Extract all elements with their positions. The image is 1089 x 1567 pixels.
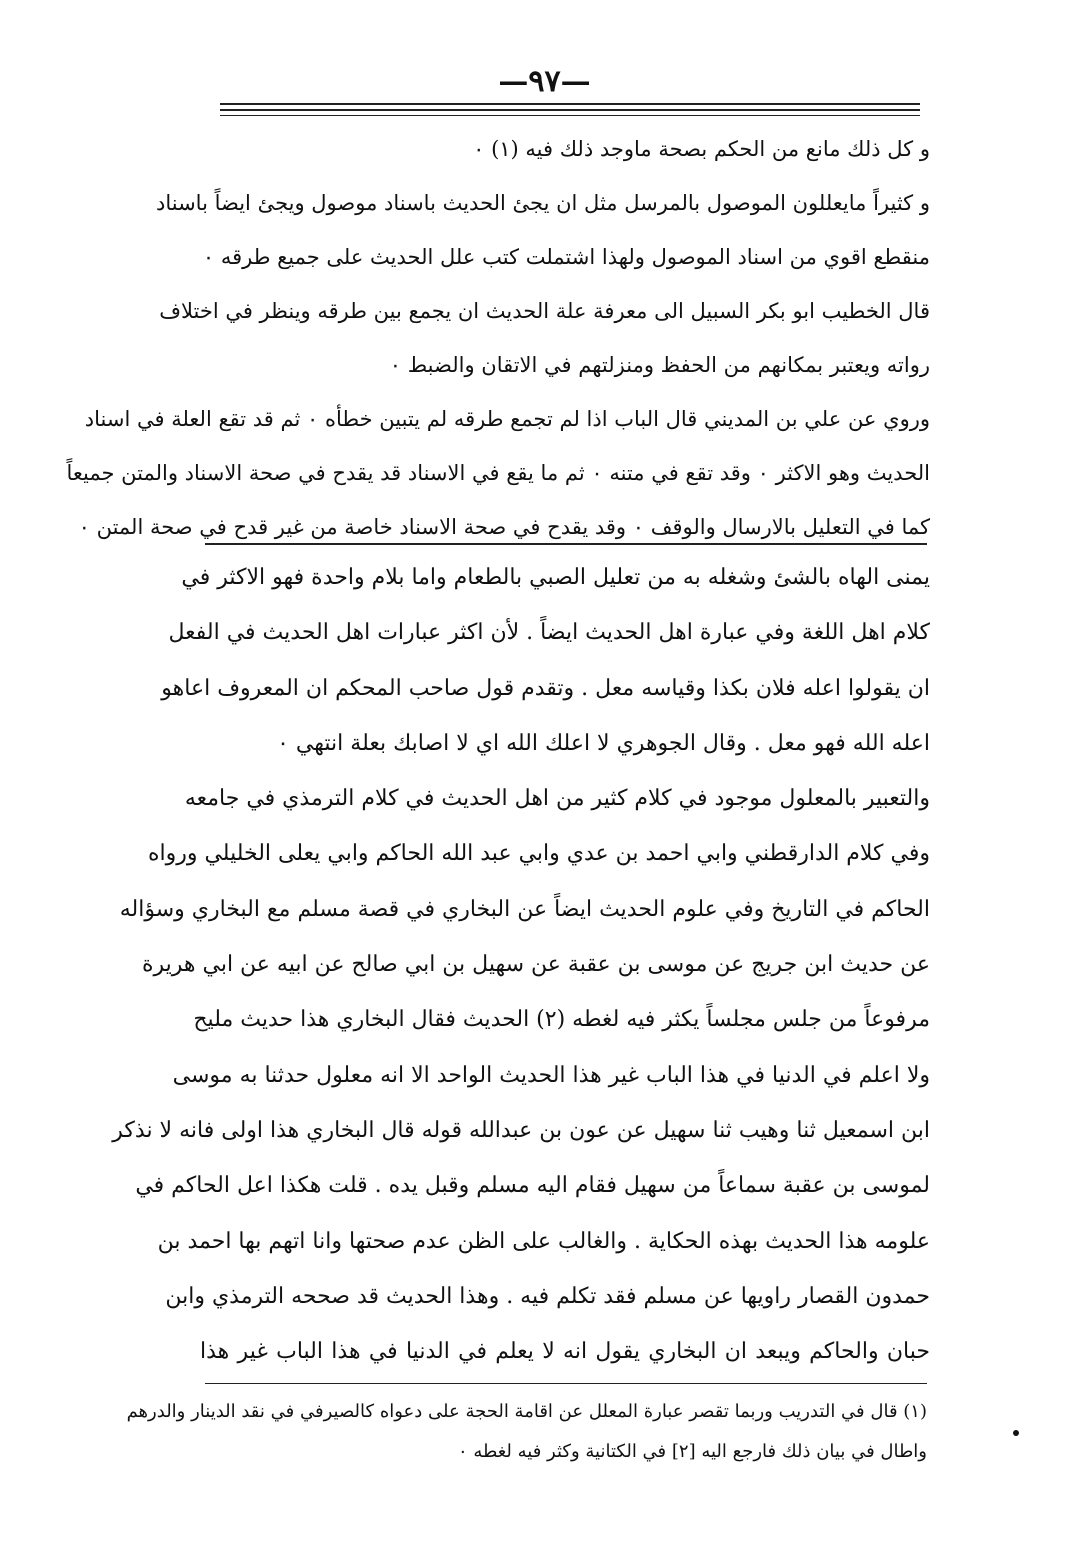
text-line: علومه هذا الحديث بهذه الحكاية . والغالب على الظن عدم صحتها وانا اتهم بها احمد بن — [157, 1228, 930, 1254]
text-line: اعله الله فهو معل . وقال الجوهري لا اعلك الله اي لا اصابك بعلة انتهي ٠ — [277, 730, 930, 756]
text-line: وفي كلام الدارقطني وابي احمد بن عدي وابي عبد الله الحاكم وابي يعلى الخليلي ورواه — [147, 841, 930, 867]
text-line: حمدون القصار راويها عن مسلم فقد تكلم فيه . وهذا الحديث قد صححه الترمذي وابن — [165, 1283, 930, 1309]
text-line: ابن اسمعيل ثنا وهيب ثنا سهيل عن عون بن عبدالله قوله قال البخاري هذا اولى فانه لا نذكر — [112, 1117, 930, 1143]
text-line: منقطع اقوي من اسناد الموصول ولهذا اشتملت كتب علل الحديث على جميع طرقه ٠ — [202, 245, 930, 269]
text-line: حبان والحاكم ويبعد ان البخاري يقول انه لا يعلم في الدنيا في هذا الباب غير هذا — [200, 1339, 930, 1365]
text-line: كلام اهل اللغة وفي عبارة اهل الحديث ايضاً . لأن اكثر عبارات اهل الحديث في الفعل — [168, 620, 930, 646]
main-text-upper — [66, 122, 930, 554]
footnotes — [126, 1392, 927, 1472]
main-text-lower — [112, 550, 930, 1379]
text-line: رواته ويعتبر بمكانهم من الحفظ ومنزلتهم في الاتقان والضبط ٠ — [389, 353, 930, 377]
text-line: مرفوعاً من جلس مجلساً يكثر فيه لغطه (٢) الحديث فقال البخاري هذا حديث مليح — [193, 1007, 930, 1033]
header-rule — [220, 109, 920, 111]
footnote-line: (١) قال في التدريب وربما تقصر عبارة المعلل عن اقامة الحجة على دعواه كالصيرفي في نقد الدينار والدرهم — [126, 1401, 927, 1422]
text-line: الحاكم في التاريخ وفي علوم الحديث ايضاً عن البخاري في قصة مسلم مع البخاري وسؤاله — [119, 896, 930, 922]
text-line: و كثيراً مايعللون الموصول بالمرسل مثل ان يجئ الحديث باسناد موصول ويجئ ايضاً باسناد — [156, 191, 930, 215]
text-line: لموسى بن عقبة سماعاً من سهيل فقام اليه مسلم وقبل يده . قلت هكذا اعل الحاكم في — [135, 1173, 930, 1199]
text-line: ولا اعلم في الدنيا في هذا الباب غير هذا الحديث الواحد الا انه معلول حدثنا به موسى — [172, 1062, 930, 1088]
footnote-divider — [205, 1383, 927, 1384]
text-line: و كل ذلك مانع من الحكم بصحة ماوجد ذلك فيه (١) ٠ — [473, 137, 930, 161]
text-line: كما في التعليل بالارسال والوقف ٠ وقد يقدح في صحة الاسناد خاصة من غير قدح في صحة المتن ٠ — [78, 515, 930, 539]
text-line: والتعبير بالمعلول موجود في كلام كثير من اهل الحديث في كلام الترمذي في جامعه — [184, 786, 930, 812]
text-line: ان يقولوا اعله فلان بكذا وقياسه معل . وتقدم قول صاحب المحكم ان المعروف اعاهو — [161, 675, 930, 701]
page-number: —٩٧— — [498, 64, 591, 99]
ink-dot — [1013, 1430, 1019, 1436]
text-line: قال الخطيب ابو بكر السبيل الى معرفة علة الحديث ان يجمع بين طرقه وينظر في اختلاف — [159, 299, 930, 323]
text-line: الحديث وهو الاكثر ٠ وقد تقع في متنه ٠ ثم ما يقع في الاسناد قد يقدح في صحة الاسناد والمتن جميعاً — [66, 461, 930, 485]
section-divider — [205, 543, 927, 545]
header-rule — [220, 115, 920, 116]
text-line: عن حديث ابن جريج عن موسى بن عقبة عن سهيل بن ابي صالح عن ابيه عن ابي هريرة — [141, 952, 930, 978]
text-line: وروي عن علي بن المديني قال الباب اذا لم تجمع طرقه لم يتبين خطأه ٠ ثم قد تقع العلة في اسناد — [84, 407, 930, 431]
text-line: يمنى الهاه بالشئ وشغله به من تعليل الصبي بالطعام واما بلام واحدة فهو الاكثر في — [181, 565, 930, 590]
footnote-line: واطال في بيان ذلك فارجع اليه [٢] في الكتانية وكثر فيه لغطه ٠ — [457, 1441, 927, 1462]
header-rule — [220, 103, 920, 105]
